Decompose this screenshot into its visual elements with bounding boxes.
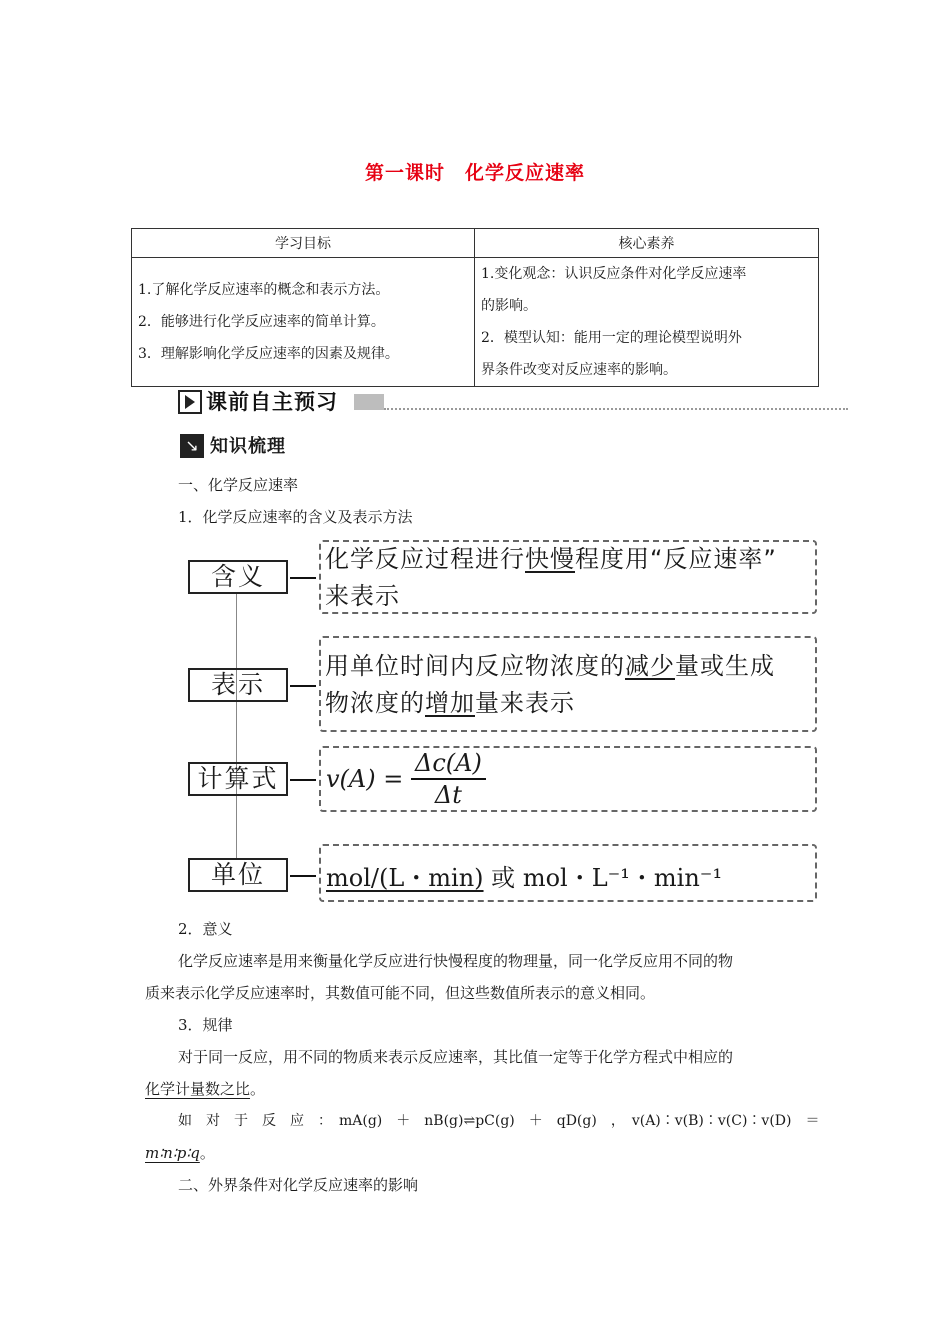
fraction-numerator: Δc(A) xyxy=(411,748,486,780)
learning-goals-cell xyxy=(132,258,475,387)
header-core-literacy: 核心素养 xyxy=(475,229,819,258)
label-box-formula: 计算式 xyxy=(188,762,288,796)
literacy-line: 的影响。 xyxy=(481,298,537,314)
banner-bar xyxy=(354,394,384,410)
section-banner xyxy=(178,386,848,416)
meaning-text xyxy=(325,541,777,615)
expression-text xyxy=(325,648,775,722)
formula-lhs: v(A) = xyxy=(326,765,404,793)
connector-line xyxy=(290,779,316,781)
page-title: 第一课时 化学反应速率 xyxy=(364,162,585,184)
blank-answer: m∶n∶p∶q xyxy=(145,1144,200,1162)
text-segment: mol・L⁻¹・min⁻¹ xyxy=(522,864,723,892)
unit-text xyxy=(326,858,722,893)
blank-answer: mol/(L・min) xyxy=(326,864,484,892)
subsection-heading: 1．化学反应速率的含义及表示方法 xyxy=(178,508,413,526)
connector-line xyxy=(290,875,316,877)
text-segment: 或 xyxy=(491,864,516,892)
text-segment: 物浓度的 xyxy=(325,689,425,717)
core-literacy-cell xyxy=(475,258,819,387)
section-heading: 二、外界条件对化学反应速率的影响 xyxy=(178,1176,419,1194)
header-learning-goals: 学习目标 xyxy=(132,229,475,258)
text-segment: 来表示 xyxy=(325,582,400,610)
blank-answer: 减少 xyxy=(625,652,675,680)
banner-label: 课前自主预习 xyxy=(206,390,338,414)
blank-answer: 增加 xyxy=(425,689,475,717)
rate-formula xyxy=(326,748,486,810)
label-box-meaning: 含义 xyxy=(188,560,288,594)
paragraph-line xyxy=(145,1078,265,1099)
ratio-line xyxy=(145,1142,215,1163)
goal-item: 3．理解影响化学反应速率的因素及规律。 xyxy=(138,346,399,362)
goal-item: 2．能够进行化学反应速率的简单计算。 xyxy=(138,314,385,330)
literacy-line: 1.变化观念：认识反应条件对化学反应速率 xyxy=(481,266,747,282)
example-line: 如 对 于 反 应 ： mA(g) ＋ nB(g)⇌pC(g) ＋ qD(g) ， v(A)∶v(B)∶v(C)∶v(D) ＝ xyxy=(178,1113,820,1129)
connector-line xyxy=(290,577,316,579)
diagram-spine xyxy=(236,594,237,858)
subheading-label: 知识梳理 xyxy=(210,436,286,457)
goal-item: 1.了解化学反应速率的概念和表示方法。 xyxy=(138,282,390,298)
text-segment: 程度用“反应速率” xyxy=(575,545,777,573)
arrow-down-right-icon: ↘ xyxy=(180,434,204,458)
text-segment: 。 xyxy=(199,1144,215,1162)
banner-divider xyxy=(384,408,848,410)
blank-answer: 快慢 xyxy=(525,545,575,573)
blank-answer: 化学计量数之比 xyxy=(145,1080,251,1098)
subsection-heading: 2．意义 xyxy=(178,920,233,938)
text-segment: 。 xyxy=(250,1080,266,1098)
text-segment: 量来表示 xyxy=(475,689,575,717)
connector-line xyxy=(290,685,316,687)
paragraph-line: 对于同一反应，用不同的物质来表示反应速率，其比值一定等于化学方程式中相应的 xyxy=(178,1048,734,1066)
paragraph-line: 化学反应速率是用来衡量化学反应进行快慢程度的物理量，同一化学反应用不同的物 xyxy=(178,952,734,970)
section-heading: 一、化学反应速率 xyxy=(178,476,299,494)
fraction xyxy=(411,748,486,810)
label-box-expression: 表示 xyxy=(188,668,288,702)
paragraph-line: 质来表示化学反应速率时，其数值可能不同，但这些数值所表示的意义相同。 xyxy=(145,984,656,1002)
literacy-line: 界条件改变对反应速率的影响。 xyxy=(481,362,677,378)
text-segment: 用单位时间内反应物浓度的 xyxy=(325,652,625,680)
goals-table xyxy=(131,228,819,387)
play-arrow-icon xyxy=(178,390,202,414)
subsection-heading: 3．规律 xyxy=(178,1016,233,1034)
literacy-line: 2．模型认知：能用一定的理论模型说明外 xyxy=(481,330,742,346)
fraction-denominator: Δt xyxy=(434,781,462,809)
label-box-unit: 单位 xyxy=(188,858,288,892)
text-segment: 化学反应过程进行 xyxy=(325,545,525,573)
text-segment: 量或生成 xyxy=(675,652,775,680)
